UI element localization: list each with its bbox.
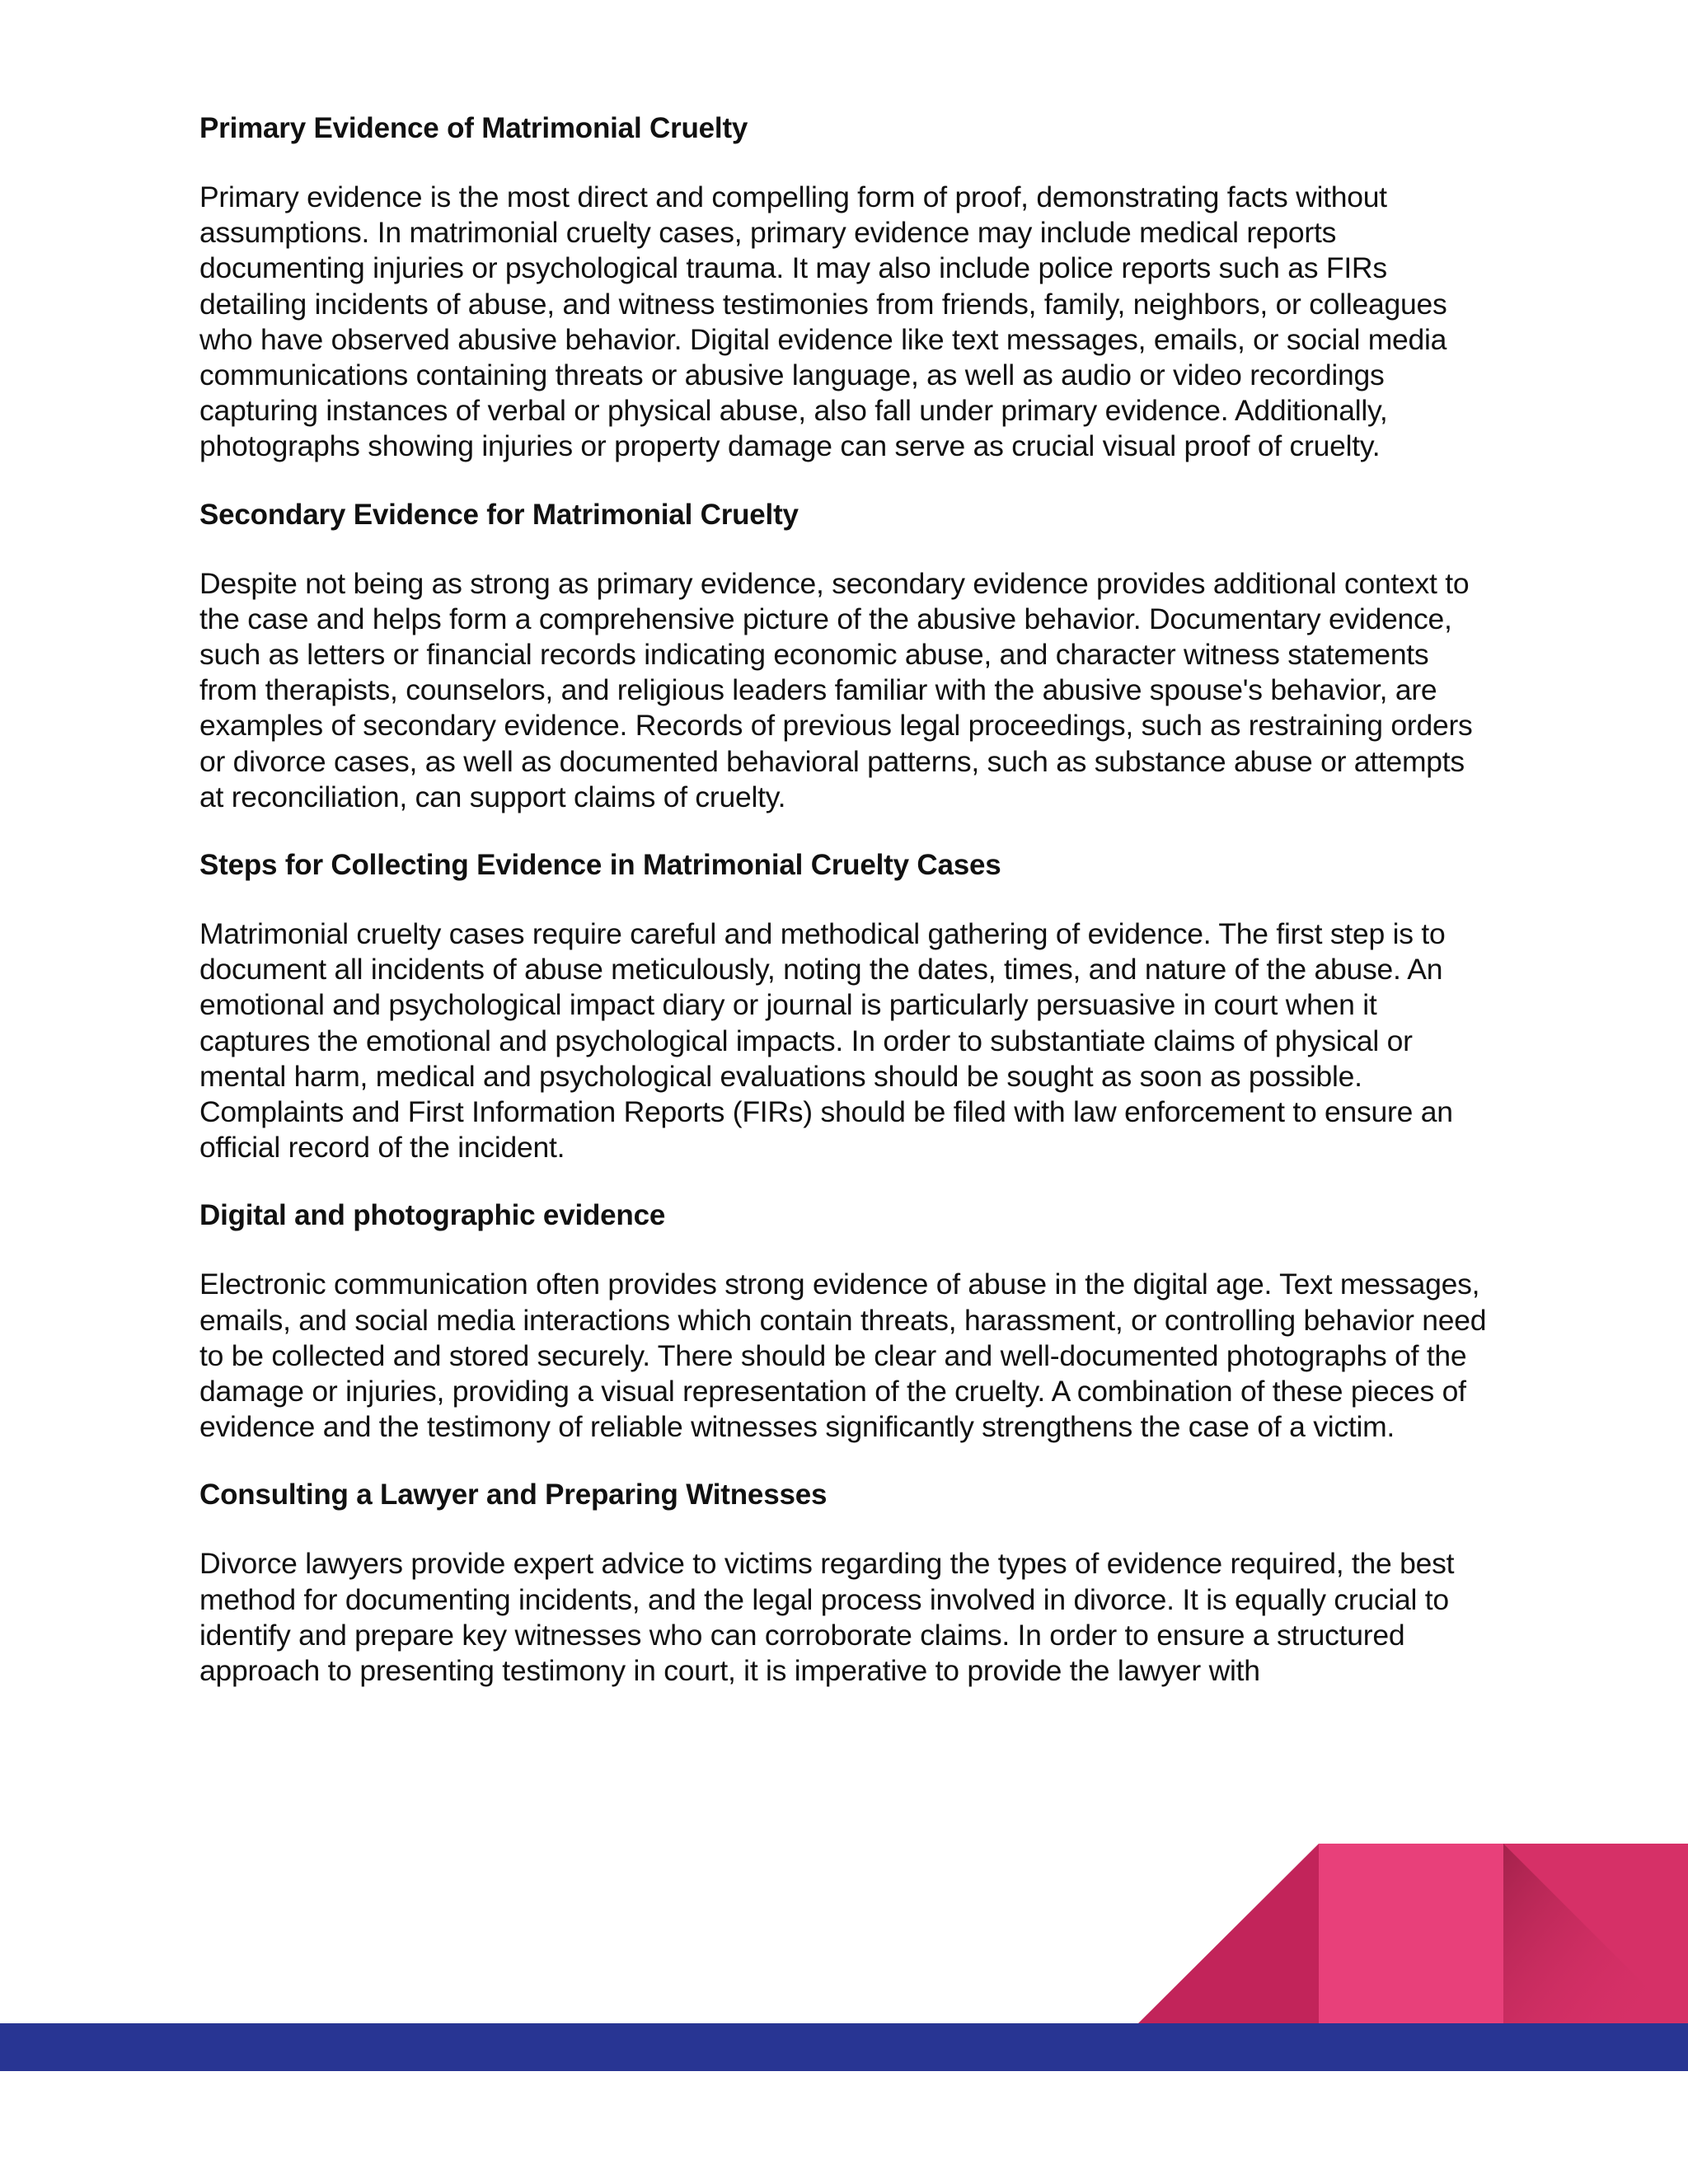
section-primary-evidence	[199, 110, 1493, 465]
decor-block-mid	[1503, 1844, 1688, 2023]
section-consulting-lawyer	[199, 1477, 1493, 1689]
section-paragraph: Electronic communication often provides strong evidence of abuse in the digital age. Text messages, emails, and social media interactions which contain threats, harassment, or controlling behavior need to be collected and stored securely. There should be clear and well-documented photographs of the damage or injuries, providing a visual representation of the cruelty. A combination of these pieces of evidence and the testimony of reliable witnesses significantly strengthens the case of a victim.	[199, 1268, 1487, 1444]
section-heading: Steps for Collecting Evidence in Matrimonial Cruelty Cases	[199, 849, 1001, 882]
section-paragraph: Divorce lawyers provide expert advice to victims regarding the types of evidence required, the best method for documenting incidents, and the legal process involved in divorce. It is equally crucial to identify and prepare key witnesses who can corroborate claims. In order to ensure a structured approach to presenting testimony in court, it is imperative to provide the lawyer with	[199, 1547, 1455, 1688]
section-paragraph: Despite not being as strong as primary evidence, secondary evidence provides additional context to the case and helps form a comprehensive picture of the abusive behavior. Documentary evidence, such as letters or financial records indicating economic abuse, and character witness statements from therapists, counselors, and religious leaders familiar with the abusive spouse's behavior, are examples of secondary evidence. Records of previous legal proceedings, such as restraining orders or divorce cases, as well as documented behavioral patterns, such as substance abuse or attempts at reconciliation, can support claims of cruelty.	[199, 566, 1473, 813]
section-paragraph: Primary evidence is the most direct and compelling form of proof, demonstrating facts without assumptions. In matrimonial cruelty cases, primary evidence may include medical reports documenting injuries or psychological trauma. It may also include police reports such as FIRs detailing incidents of abuse, and witness testimonies from friends, family, neighbors, or colleagues who have observed abusive behavior. Digital evidence like text messages, emails, or social media communications containing threats or abusive language, as well as audio or video recordings capturing instances of verbal or physical abuse, also fall under primary evidence. Additionally, photographs showing injuries or property damage can serve as crucial visual proof of cruelty.	[199, 180, 1447, 463]
decor-fold-shadow	[1503, 1844, 1648, 2023]
document-content	[199, 110, 1493, 1721]
section-heading: Secondary Evidence for Matrimonial Cruelty	[199, 498, 799, 531]
section-heading: Digital and photographic evidence	[199, 1199, 666, 1232]
section-digital-evidence	[199, 1197, 1493, 1445]
decor-block-light	[1319, 1844, 1503, 2023]
section-heading: Primary Evidence of Matrimonial Cruelty	[199, 112, 748, 144]
section-paragraph: Matrimonial cruelty cases require careful and methodical gathering of evidence. The first step is to document all incidents of abuse meticulously, noting the dates, times, and nature of the abuse. An emotional and psychological impact diary or journal is particularly persuasive in court when it captures the emotional and psychological impacts. In order to substantiate claims of physical or mental harm, medical and psychological evaluations should be sought as soon as possible. Complaints and First Information Reports (FIRs) should be filed with law enforcement to ensure an official record of the incident.	[199, 917, 1453, 1165]
section-secondary-evidence	[199, 497, 1493, 815]
decor-triangle-dark	[1138, 1844, 1319, 2023]
footer-band	[0, 2023, 1688, 2071]
section-collecting-steps	[199, 847, 1493, 1165]
section-heading: Consulting a Lawyer and Preparing Witnesses	[199, 1479, 828, 1511]
